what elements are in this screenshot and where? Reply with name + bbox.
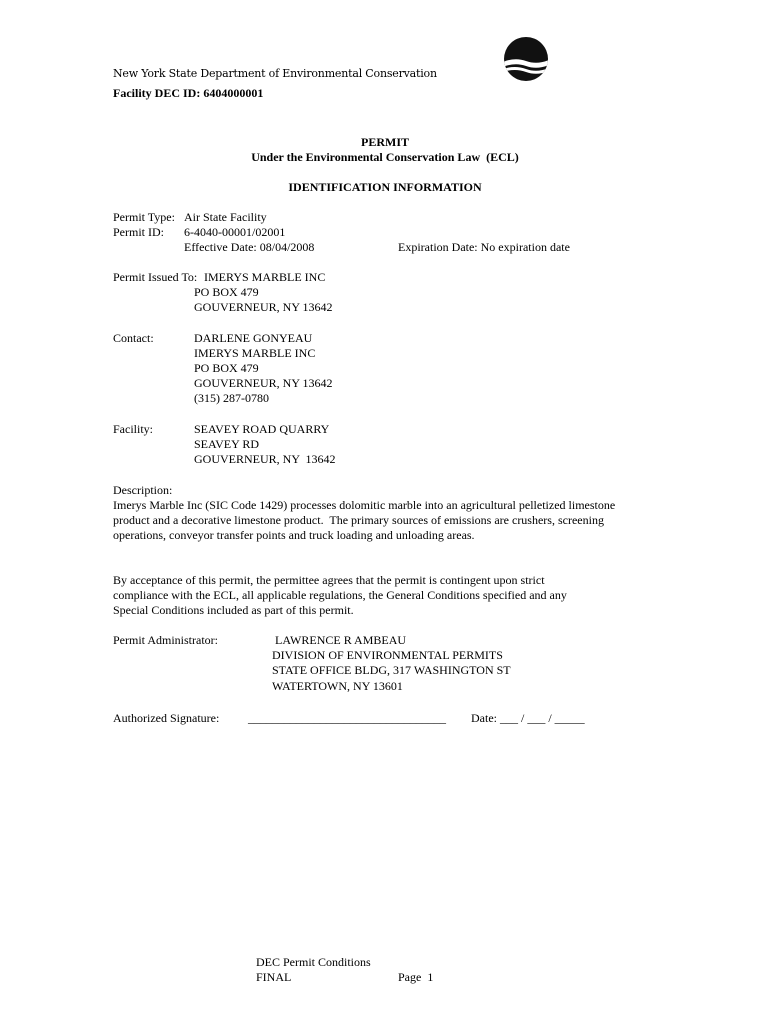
description-line: product and a decorative limestone product. The primary sources of emissions are crushers, screening [113, 513, 604, 527]
issued-to-line: IMERYS MARBLE INC [204, 270, 326, 284]
signature-date: Date: ___ / ___ / _____ [471, 711, 585, 725]
footer-conditions: DEC Permit Conditions [256, 955, 371, 969]
administrator-label: Permit Administrator: [113, 633, 218, 647]
issued-to-line: PO BOX 479 [194, 285, 259, 299]
facility-line: GOUVERNEUR, NY 13642 [194, 452, 336, 466]
permit-type-value: Air State Facility [184, 210, 267, 224]
contact-line: GOUVERNEUR, NY 13642 [194, 376, 333, 390]
page-number: Page 1 [398, 970, 434, 984]
dec-logo-icon [503, 36, 549, 82]
effective-date: Effective Date: 08/04/2008 [184, 240, 315, 254]
contact-line: PO BOX 479 [194, 361, 259, 375]
contact-line: IMERYS MARBLE INC [194, 346, 316, 360]
contact-line: DARLENE GONYEAU [194, 331, 313, 345]
acceptance-line: compliance with the ECL, all applicable regulations, the General Conditions specified and any [113, 588, 567, 602]
signature-line: _________________________________ [248, 711, 446, 725]
facility-line: SEAVEY RD [194, 437, 260, 451]
acceptance-line: By acceptance of this permit, the permittee agrees that the permit is contingent upon strict [113, 573, 545, 587]
permit-title: PERMIT [361, 135, 409, 149]
administrator-line: DIVISION OF ENVIRONMENTAL PERMITS [272, 648, 503, 662]
acceptance-line: Special Conditions included as part of this permit. [113, 603, 354, 617]
contact-phone: (315) 287-0780 [194, 391, 269, 405]
section-heading: IDENTIFICATION INFORMATION [288, 180, 482, 194]
permit-subtitle: Under the Environmental Conservation Law (ECL) [251, 150, 519, 164]
facility-line: SEAVEY ROAD QUARRY [194, 422, 330, 436]
agency-name: New York State Department of Environmental Conservation [113, 67, 437, 80]
administrator-line: WATERTOWN, NY 13601 [272, 679, 403, 693]
administrator-line: LAWRENCE R AMBEAU [272, 633, 407, 647]
issued-to-line: GOUVERNEUR, NY 13642 [194, 300, 333, 314]
description-line: Imerys Marble Inc (SIC Code 1429) processes dolomitic marble into an agricultural pelletized limestone [113, 498, 616, 512]
administrator-line: STATE OFFICE BLDG, 317 WASHINGTON ST [272, 663, 511, 677]
signature-label: Authorized Signature: [113, 711, 220, 725]
description-line: operations, conveyor transfer points and truck loading and unloading areas. [113, 528, 475, 542]
facility-label: Facility: [113, 422, 153, 436]
issued-to-label: Permit Issued To: [113, 270, 198, 284]
facility-dec-id: Facility DEC ID: 6404000001 [113, 86, 264, 100]
expiration-date: Expiration Date: No expiration date [398, 240, 570, 254]
permit-type-label: Permit Type: [113, 210, 175, 224]
footer-status: FINAL [256, 970, 292, 984]
permit-id-label: Permit ID: [113, 225, 164, 239]
permit-id-value: 6-4040-00001/02001 [184, 225, 286, 239]
description-label: Description: [113, 483, 173, 497]
contact-label: Contact: [113, 331, 154, 345]
